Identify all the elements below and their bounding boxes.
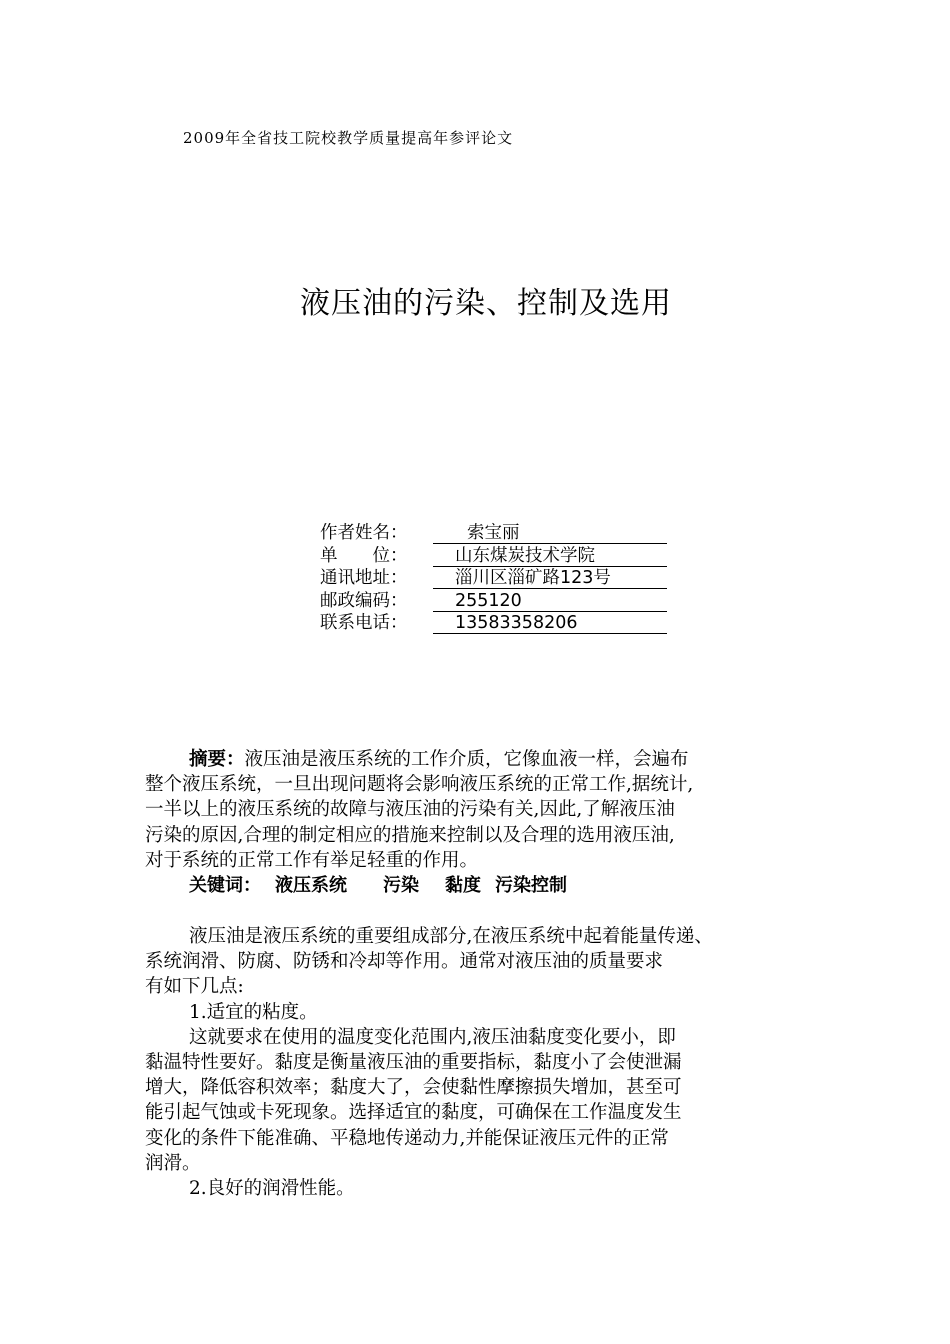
unit-label: 单 位： (320, 545, 408, 566)
abstract-line: 一半以上的液压系统的故障与液压油的污染有关,因此,了解液压油 (145, 799, 675, 821)
list-item-heading: 2.良好的润滑性能。 (189, 1178, 355, 1200)
body-line: 变化的条件下能准确、平稳地传递动力,并能保证液压元件的正常 (145, 1127, 669, 1149)
keyword-item: 污染 (383, 875, 419, 897)
author-name-value: 索宝丽 (433, 522, 667, 544)
document-header: 2009年全省技工院校教学质量提高年参评论文 (183, 129, 514, 147)
author-info-block (320, 522, 680, 635)
body-line: 增大，降低容积效率；黏度大了，会使黏性摩擦损失增加，甚至可 (145, 1077, 682, 1099)
unit-value: 山东煤炭技术学院 (433, 545, 667, 567)
body-line: 能引起气蚀或卡死现象。选择适宜的黏度，可确保在工作温度发生 (145, 1102, 682, 1124)
phone-row (320, 612, 680, 635)
page-title: 液压油的污染、控制及选用 (300, 286, 672, 321)
abstract-line-text: 液压油是液压系统的工作介质，它像血液一样，会遍布 (244, 749, 689, 770)
abstract-line: 污染的原因,合理的制定相应的措施来控制以及合理的选用液压油, (145, 824, 675, 846)
keyword-item: 黏度 (445, 875, 481, 897)
abstract-label: 摘要： (189, 749, 245, 770)
keywords-line (145, 873, 815, 898)
keywords-label: 关键词： (189, 875, 261, 897)
phone-label: 联系电话： (320, 613, 408, 633)
abstract-line (145, 747, 815, 772)
author-name-row (320, 522, 680, 545)
body-line: 润滑。 (145, 1152, 201, 1174)
address-label: 通讯地址： (320, 568, 408, 588)
body-line: 液压油是液压系统的重要组成部分,在液压系统中起着能量传递、 (189, 926, 713, 947)
body-line: 系统润滑、防腐、防锈和冷却等作用。通常对液压油的质量要求 (145, 951, 664, 973)
body-line: 这就要求在使用的温度变化范围内,液压油黏度变化要小，即 (189, 1026, 676, 1048)
keyword-item: 污染控制 (495, 875, 567, 897)
body-line: 有如下几点: (145, 976, 244, 998)
abstract-line: 整个液压系统，一旦出现问题将会影响液压系统的正常工作,据统计, (145, 774, 694, 796)
keyword-item: 液压系统 (275, 875, 347, 897)
author-name-label: 作者姓名： (320, 523, 408, 543)
list-item-heading: 1.适宜的粘度。 (189, 1001, 318, 1023)
unit-row (320, 545, 680, 568)
body-section (145, 924, 815, 1201)
abstract-block (145, 747, 815, 898)
abstract-line: 对于系统的正常工作有举足轻重的作用。 (145, 849, 479, 871)
address-row (320, 567, 680, 590)
body-line: 黏温特性要好。黏度是衡量液压油的重要指标，黏度小了会使泄漏 (145, 1052, 682, 1074)
address-value: 淄川区淄矿路123号 (433, 567, 667, 589)
postcode-label: 邮政编码： (320, 590, 408, 611)
phone-value: 13583358206 (433, 612, 667, 634)
postcode-value: 255120 (433, 590, 667, 612)
postcode-row (320, 590, 680, 613)
